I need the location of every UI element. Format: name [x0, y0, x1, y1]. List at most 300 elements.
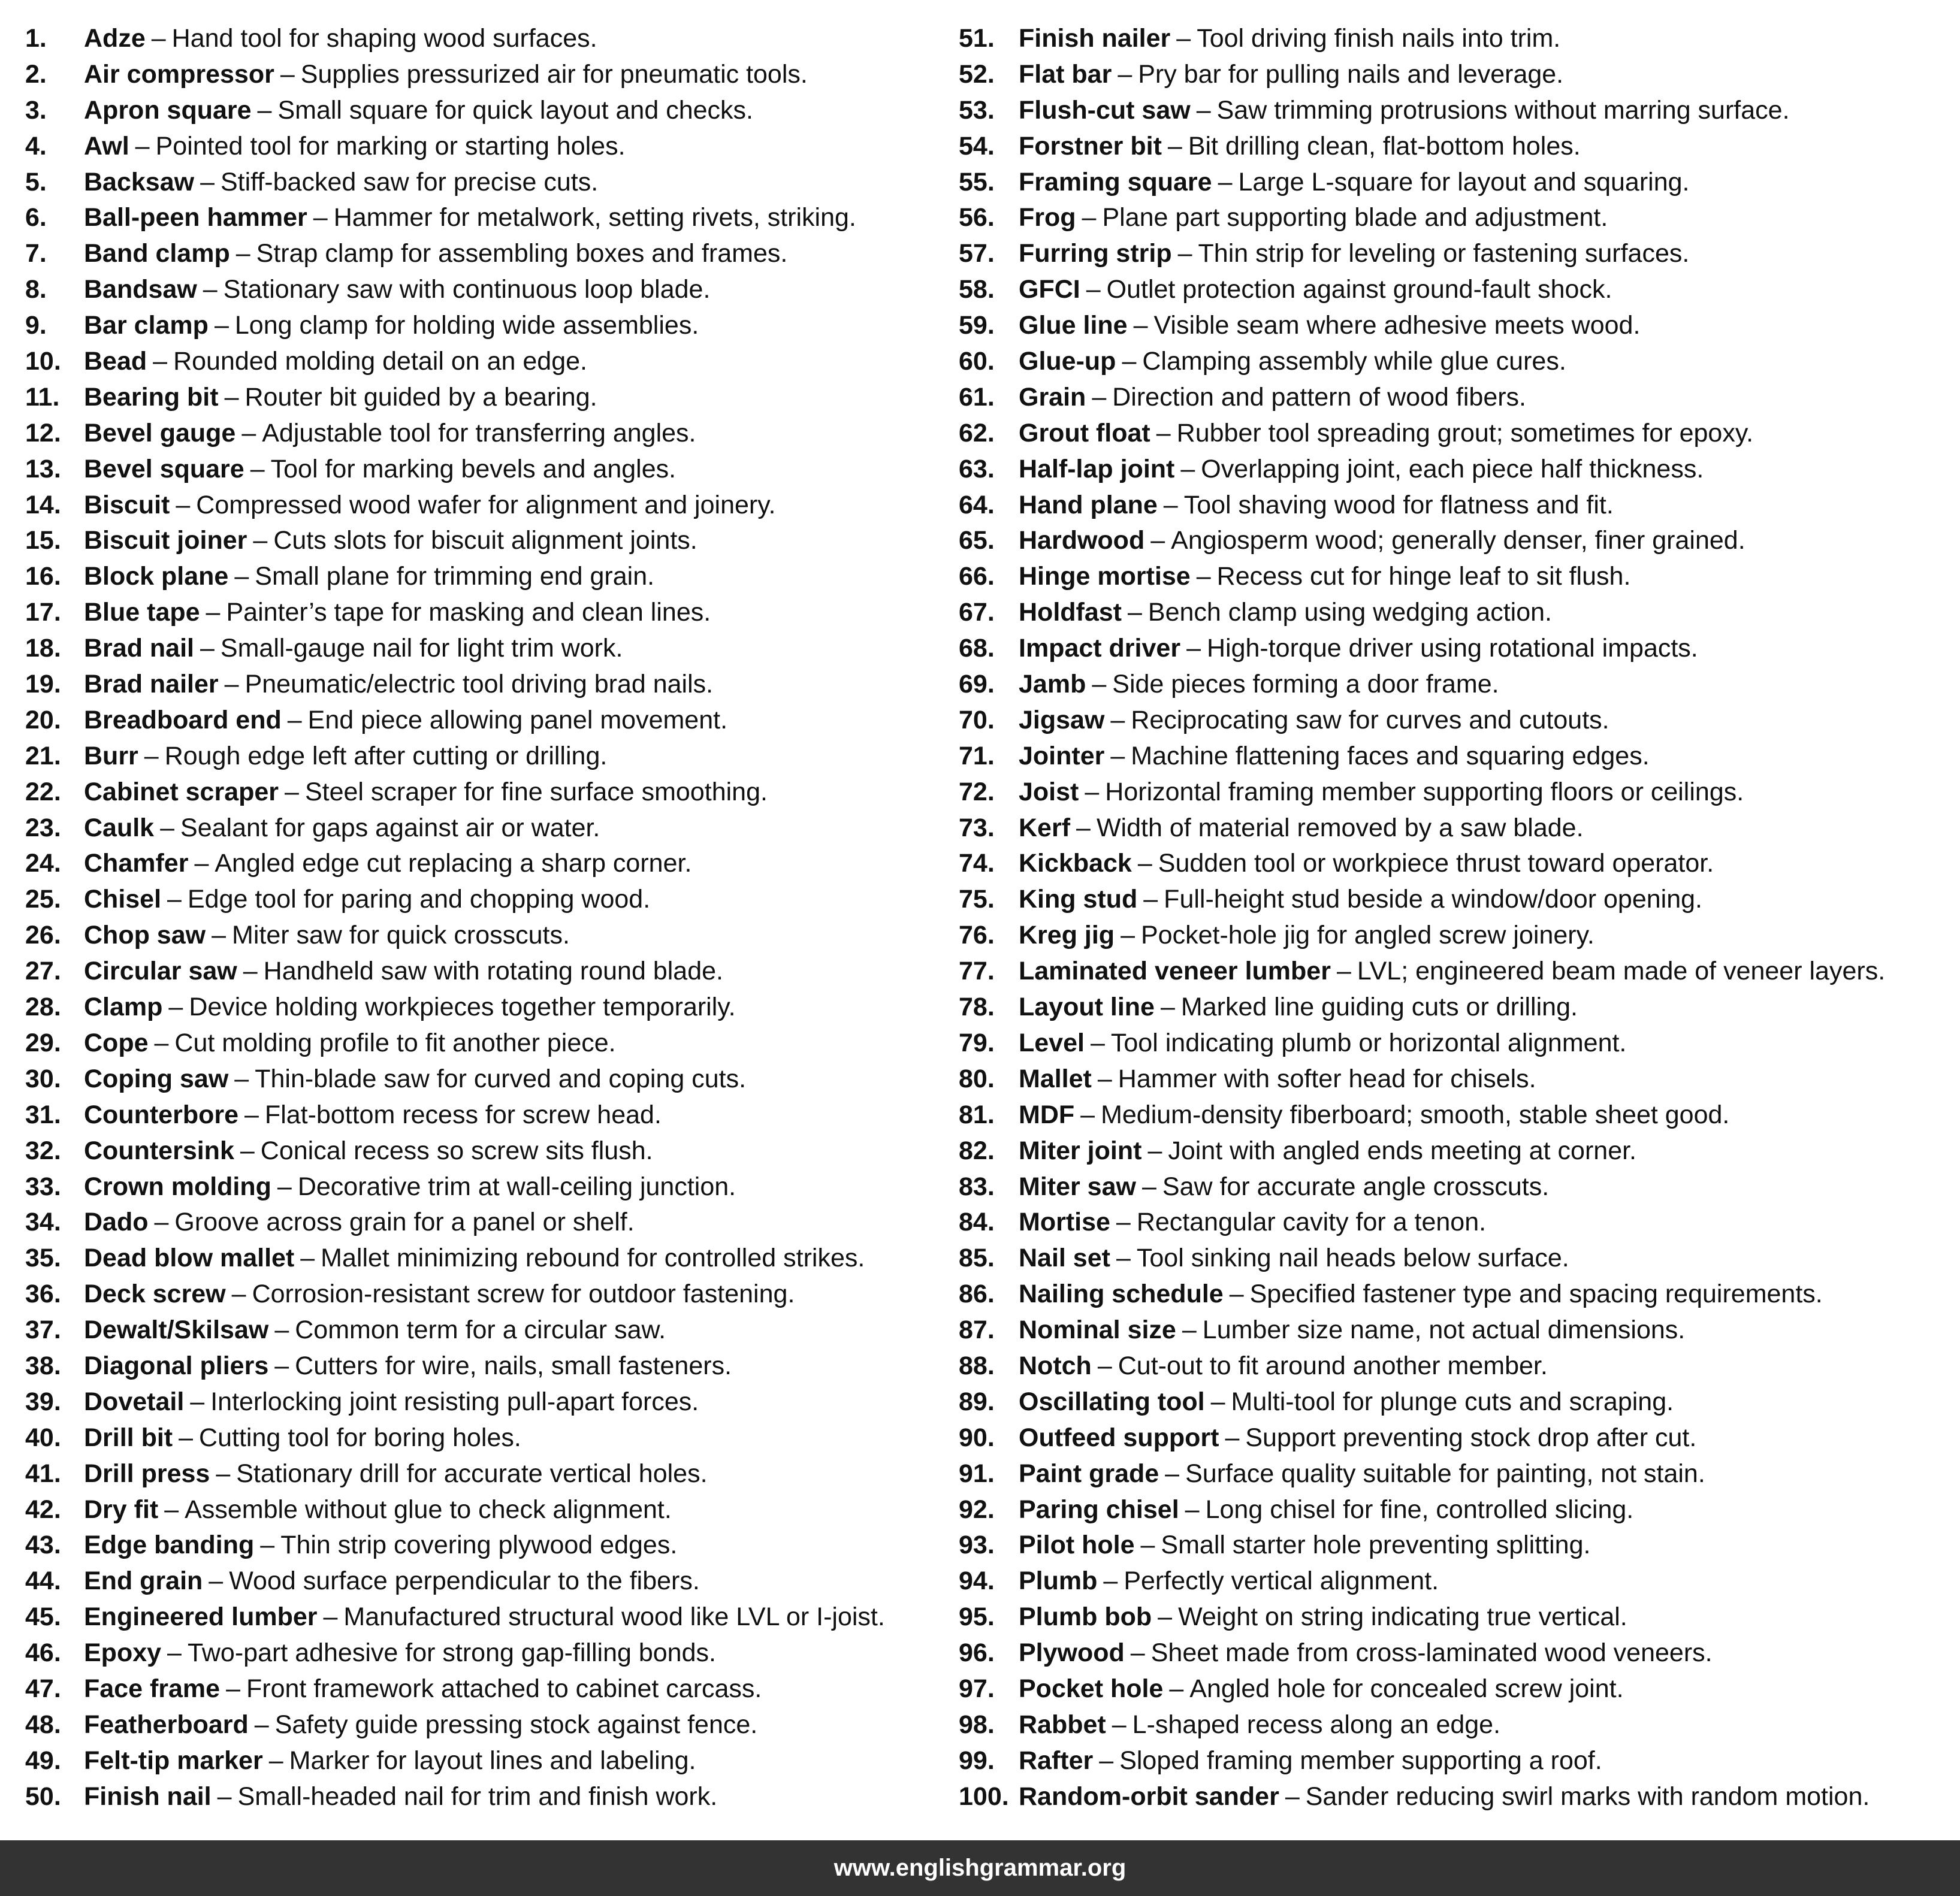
entry-definition: Machine flattening faces and squaring edges.	[1131, 741, 1650, 770]
entry-definition: High-torque driver using rotational impacts.	[1206, 634, 1698, 663]
entry-definition: Mallet minimizing rebound for controlled strikes.	[321, 1244, 865, 1273]
entry-definition: Small-headed nail for trim and finish work.	[237, 1782, 718, 1811]
entry-term: Nailing schedule	[1019, 1280, 1224, 1309]
entry-definition: Thin-blade saw for curved and coping cuts.	[255, 1064, 747, 1093]
entry-definition: Pry bar for pulling nails and leverage.	[1138, 59, 1564, 89]
entry-term: Pilot hole	[1019, 1531, 1135, 1560]
entry-separator: –	[280, 59, 295, 89]
entry-definition: Bit drilling clean, flat-bottom holes.	[1188, 131, 1581, 161]
entry-definition: Miter saw for quick crosscuts.	[232, 921, 570, 950]
glossary-entry	[959, 1456, 1947, 1492]
glossary-entry	[25, 775, 948, 811]
entry-separator: –	[160, 813, 175, 842]
entry-definition: Long chisel for fine, controlled slicing.	[1205, 1495, 1634, 1524]
entry-definition: Visible seam where adhesive meets wood.	[1153, 311, 1641, 340]
entry-definition: Multi-tool for plunge cuts and scraping.	[1231, 1387, 1674, 1416]
entry-term: Flat bar	[1019, 59, 1112, 89]
entry-number: 43.	[25, 1531, 61, 1560]
entry-definition: Stationary saw with continuous loop blade.	[223, 275, 711, 304]
entry-definition: Clamping assembly while glue cures.	[1142, 347, 1566, 376]
entry-term: Pocket hole	[1019, 1674, 1164, 1703]
entry-term: Dewalt/Skilsaw	[84, 1316, 269, 1345]
entry-separator: –	[216, 1459, 231, 1488]
entry-number: 59.	[959, 311, 995, 340]
glossary-entry	[959, 523, 1947, 559]
glossary-entry	[25, 1062, 948, 1097]
entry-term: Block plane	[84, 562, 229, 591]
entry-definition: Rubber tool spreading grout; sometimes for epoxy.	[1176, 418, 1754, 447]
entry-number: 1.	[25, 24, 47, 53]
entry-term: Furring strip	[1019, 239, 1172, 268]
entry-definition: Small plane for trimming end grain.	[255, 562, 655, 591]
entry-term: Biscuit	[84, 490, 170, 519]
entry-separator: –	[1118, 59, 1132, 89]
entry-term: Random-orbit sander	[1019, 1782, 1279, 1811]
entry-separator: –	[1169, 1674, 1184, 1703]
entry-separator: –	[194, 849, 209, 878]
entry-term: Counterbore	[84, 1100, 238, 1129]
entry-definition: Pocket-hole jig for angled screw joinery.	[1141, 921, 1594, 950]
entry-number: 91.	[959, 1459, 995, 1488]
entry-term: Hardwood	[1019, 526, 1145, 555]
glossary-entry	[25, 1348, 948, 1384]
entry-number: 39.	[25, 1387, 61, 1416]
entry-definition: Steel scraper for fine surface smoothing.	[304, 777, 768, 806]
glossary-entry	[959, 416, 1947, 452]
footer-url[interactable]: www.englishgrammar.org	[833, 1855, 1127, 1881]
entry-separator: –	[1156, 418, 1171, 447]
entry-definition: Side pieces forming a door frame.	[1112, 670, 1499, 699]
glossary-entry	[959, 846, 1947, 882]
entry-separator: –	[1128, 598, 1142, 627]
entry-term: Ball-peen hammer	[84, 203, 307, 232]
entry-definition: Pneumatic/electric tool driving brad nails.	[244, 670, 714, 699]
entry-separator: –	[1090, 1028, 1105, 1057]
entry-separator: –	[224, 670, 239, 699]
entry-definition: Large L-square for layout and squaring.	[1238, 167, 1690, 196]
entry-definition: Decorative trim at wall-ceiling junction.	[297, 1172, 736, 1201]
entry-term: Breadboard end	[84, 705, 282, 734]
glossary-entry	[959, 811, 1947, 846]
glossary-entry	[959, 1635, 1947, 1671]
glossary-entry	[25, 1384, 948, 1420]
entry-separator: –	[277, 1172, 292, 1201]
entry-separator: –	[1336, 957, 1351, 986]
entry-term: Diagonal pliers	[84, 1351, 269, 1380]
entry-definition: Tool indicating plumb or horizontal alignment.	[1110, 1028, 1627, 1057]
glossary-entry	[959, 1348, 1947, 1384]
entry-separator: –	[254, 1710, 269, 1739]
entry-term: Dry fit	[84, 1495, 159, 1524]
entry-number: 16.	[25, 562, 61, 591]
entry-definition: Rounded molding detail on an edge.	[173, 347, 587, 376]
entry-number: 15.	[25, 526, 61, 555]
entry-separator: –	[240, 1136, 255, 1165]
entry-term: Bevel gauge	[84, 418, 236, 447]
entry-number: 70.	[959, 705, 995, 734]
entry-term: Glue-up	[1019, 347, 1116, 376]
entry-number: 27.	[25, 957, 61, 986]
entry-term: Engineered lumber	[84, 1602, 318, 1632]
entry-definition: Lumber size name, not actual dimensions.	[1202, 1316, 1686, 1345]
glossary-entry	[25, 846, 948, 882]
entry-definition: Angled hole for concealed screw joint.	[1189, 1674, 1624, 1703]
glossary-entry	[25, 918, 948, 954]
entry-number: 69.	[959, 670, 995, 699]
entry-definition: Edge tool for paring and chopping wood.	[187, 885, 651, 914]
entry-definition: Router bit guided by a bearing.	[244, 382, 597, 412]
entry-separator: –	[1085, 777, 1100, 806]
entry-separator: –	[1180, 454, 1195, 483]
entry-separator: –	[1196, 562, 1211, 591]
entry-definition: Plane part supporting blade and adjustment.	[1102, 203, 1608, 232]
entry-separator: –	[164, 1495, 179, 1524]
entry-number: 78.	[959, 993, 995, 1022]
entry-separator: –	[1143, 885, 1158, 914]
entry-number: 74.	[959, 849, 995, 878]
entry-term: Hand plane	[1019, 490, 1158, 519]
entry-number: 72.	[959, 777, 995, 806]
entry-separator: –	[1121, 921, 1135, 950]
entry-definition: Compressed wood wafer for alignment and joinery.	[196, 490, 776, 519]
entry-term: Laminated veneer lumber	[1019, 957, 1331, 986]
entry-number: 12.	[25, 418, 61, 447]
entry-definition: Small-gauge nail for light trim work.	[220, 634, 623, 663]
entry-separator: –	[243, 957, 258, 986]
entry-number: 47.	[25, 1674, 61, 1703]
entry-term: Joist	[1019, 777, 1079, 806]
entry-number: 61.	[959, 382, 995, 412]
glossary-entry	[25, 416, 948, 452]
entry-definition: End piece allowing panel movement.	[307, 705, 728, 734]
entry-number: 51.	[959, 24, 995, 53]
entry-separator: –	[226, 1674, 240, 1703]
entry-term: Brad nailer	[84, 670, 219, 699]
entry-separator: –	[1116, 1244, 1131, 1273]
glossary-entry	[959, 954, 1947, 990]
entry-number: 54.	[959, 131, 995, 161]
entry-definition: Safety guide pressing stock against fence.	[274, 1710, 758, 1739]
entry-separator: –	[217, 1782, 232, 1811]
glossary-entry	[25, 1277, 948, 1313]
entry-separator: –	[1076, 813, 1091, 842]
entry-separator: –	[231, 1280, 246, 1309]
entry-separator: –	[200, 167, 215, 196]
entry-term: Drill press	[84, 1459, 210, 1488]
glossary-entry	[25, 954, 948, 990]
entry-term: Drill bit	[84, 1423, 173, 1452]
glossary-entry	[25, 1779, 948, 1815]
glossary-entry	[25, 236, 948, 272]
entry-number: 42.	[25, 1495, 61, 1524]
entry-definition: Stiff-backed saw for precise cuts.	[221, 167, 599, 196]
entry-number: 68.	[959, 634, 995, 663]
glossary-entry	[959, 918, 1947, 954]
entry-definition: Support preventing stock drop after cut.	[1245, 1423, 1697, 1452]
glossary-entry	[959, 882, 1947, 918]
entry-definition: Hammer for metalwork, setting rivets, striking.	[333, 203, 856, 232]
entry-term: Miter saw	[1019, 1172, 1136, 1201]
entry-number: 18.	[25, 634, 61, 663]
entry-term: Band clamp	[84, 239, 230, 268]
entry-number: 9.	[25, 311, 47, 340]
entry-term: Cabinet scraper	[84, 777, 279, 806]
entry-definition: Tool sinking nail heads below surface.	[1136, 1244, 1569, 1273]
glossary-entry	[25, 1456, 948, 1492]
entry-number: 34.	[25, 1208, 61, 1237]
entry-separator: –	[253, 526, 268, 555]
entry-separator: –	[1112, 1710, 1127, 1739]
entry-separator: –	[1186, 634, 1201, 663]
entry-number: 25.	[25, 885, 61, 914]
glossary-entry	[959, 703, 1947, 739]
glossary-entry	[25, 990, 948, 1026]
glossary-entry	[25, 129, 948, 165]
entry-number: 90.	[959, 1423, 995, 1452]
entry-separator: –	[1110, 705, 1125, 734]
glossary-entry	[959, 1492, 1947, 1528]
entry-number: 67.	[959, 598, 995, 627]
entry-number: 3.	[25, 95, 47, 125]
entry-number: 95.	[959, 1602, 995, 1632]
entry-definition: Device holding workpieces together temporarily.	[189, 993, 736, 1022]
entry-term: Mallet	[1019, 1064, 1092, 1093]
entry-separator: –	[1122, 347, 1137, 376]
glossary-entry	[959, 308, 1947, 344]
entry-term: Felt-tip marker	[84, 1746, 263, 1775]
entry-separator: –	[257, 95, 272, 125]
entry-term: Dovetail	[84, 1387, 185, 1416]
entry-definition: Flat-bottom recess for screw head.	[264, 1100, 662, 1129]
entry-number: 64.	[959, 490, 995, 519]
entry-separator: –	[1141, 1172, 1156, 1201]
entry-separator: –	[1147, 1136, 1162, 1165]
glossary-entry	[959, 1277, 1947, 1313]
entry-definition: Rectangular cavity for a tenon.	[1136, 1208, 1487, 1237]
entry-definition: Manufactured structural wood like LVL or I-joist.	[343, 1602, 885, 1632]
entry-term: Flush-cut saw	[1019, 95, 1191, 125]
glossary-entry	[959, 1169, 1947, 1205]
entry-number: 82.	[959, 1136, 995, 1165]
entry-separator: –	[250, 454, 265, 483]
entry-separator: –	[1225, 1423, 1240, 1452]
entry-separator: –	[300, 1244, 315, 1273]
entry-definition: Pointed tool for marking or starting holes.	[155, 131, 626, 161]
entry-number: 97.	[959, 1674, 995, 1703]
entry-term: Chop saw	[84, 921, 206, 950]
glossary-entry	[25, 380, 948, 416]
entry-term: Level	[1019, 1028, 1085, 1057]
entry-separator: –	[1086, 275, 1101, 304]
glossary-entry	[25, 1564, 948, 1599]
entry-term: Crown molding	[84, 1172, 271, 1201]
entry-number: 52.	[959, 59, 995, 89]
entry-separator: –	[260, 1531, 275, 1560]
entry-separator: –	[1097, 1064, 1112, 1093]
entry-term: Paint grade	[1019, 1459, 1159, 1488]
glossary-entry	[25, 631, 948, 667]
entry-term: Deck screw	[84, 1280, 226, 1309]
entry-number: 7.	[25, 239, 47, 268]
entry-definition: Sloped framing member supporting a roof.	[1119, 1746, 1602, 1775]
entry-term: Half-lap joint	[1019, 454, 1175, 483]
entry-definition: Small starter hole preventing splitting.	[1161, 1531, 1591, 1560]
entry-definition: Wood surface perpendicular to the fibers.	[229, 1567, 700, 1596]
entry-definition: Sheet made from cross-laminated wood veneers.	[1150, 1638, 1713, 1668]
entry-term: GFCI	[1019, 275, 1080, 304]
entry-separator: –	[244, 1100, 259, 1129]
entry-separator: –	[135, 131, 150, 161]
entry-separator: –	[1140, 1531, 1155, 1560]
entry-separator: –	[203, 275, 218, 304]
entry-separator: –	[1133, 311, 1148, 340]
entry-separator: –	[274, 1351, 289, 1380]
entry-term: Kerf	[1019, 813, 1071, 842]
entry-definition: Full-height stud beside a window/door opening.	[1164, 885, 1702, 914]
entry-definition: Direction and pattern of wood fibers.	[1112, 382, 1527, 412]
glossary-entry	[25, 200, 948, 236]
entry-definition: Long clamp for holding wide assemblies.	[234, 311, 699, 340]
entry-number: 5.	[25, 167, 47, 196]
entry-separator: –	[1099, 1746, 1114, 1775]
entry-term: Hinge mortise	[1019, 562, 1191, 591]
entry-number: 75.	[959, 885, 995, 914]
entry-definition: Rough edge left after cutting or drilling.	[164, 741, 608, 770]
glossary-entry	[959, 667, 1947, 703]
entry-separator: –	[153, 347, 168, 376]
entry-separator: –	[206, 598, 221, 627]
glossary-columns	[0, 21, 1960, 1815]
glossary-entry	[959, 1133, 1947, 1169]
entry-separator: –	[1150, 526, 1165, 555]
entry-number: 62.	[959, 418, 995, 447]
glossary-entry	[25, 1635, 948, 1671]
entry-term: Frog	[1019, 203, 1076, 232]
entry-number: 32.	[25, 1136, 61, 1165]
entry-definition: Two-part adhesive for strong gap-filling bonds.	[187, 1638, 716, 1668]
entry-term: Jointer	[1019, 741, 1105, 770]
entry-number: 17.	[25, 598, 61, 627]
entry-definition: Interlocking joint resisting pull-apart forces.	[210, 1387, 699, 1416]
entry-number: 13.	[25, 454, 61, 483]
entry-separator: –	[1092, 670, 1107, 699]
entry-number: 77.	[959, 957, 995, 986]
entry-number: 22.	[25, 777, 61, 806]
entry-definition: Saw trimming protrusions without marring surface.	[1216, 95, 1790, 125]
entry-term: Nail set	[1019, 1244, 1110, 1273]
entry-term: Jamb	[1019, 670, 1086, 699]
entry-definition: Stationary drill for accurate vertical holes.	[236, 1459, 708, 1488]
entry-term: Finish nailer	[1019, 24, 1171, 53]
entry-separator: –	[323, 1602, 338, 1632]
entry-definition: Weight on string indicating true vertical.	[1178, 1602, 1627, 1632]
glossary-entry	[25, 1205, 948, 1241]
entry-number: 19.	[25, 670, 61, 699]
entry-separator: –	[1163, 490, 1178, 519]
glossary-entry	[25, 344, 948, 380]
glossary-entry	[25, 1313, 948, 1348]
entry-number: 50.	[25, 1782, 61, 1811]
glossary-entry	[25, 488, 948, 524]
entry-separator: –	[1116, 1208, 1131, 1237]
entry-separator: –	[241, 418, 256, 447]
entry-definition: Thin strip covering plywood edges.	[280, 1531, 678, 1560]
entry-separator: –	[200, 634, 215, 663]
entry-definition: Thin strip for leveling or fastening surfaces.	[1198, 239, 1690, 268]
entry-definition: Tool driving finish nails into trim.	[1197, 24, 1561, 53]
entry-separator: –	[1160, 993, 1175, 1022]
entry-term: Dead blow mallet	[84, 1244, 295, 1273]
glossary-entry	[25, 308, 948, 344]
entry-term: Nominal size	[1019, 1316, 1176, 1345]
entry-number: 89.	[959, 1387, 995, 1416]
entry-number: 38.	[25, 1351, 61, 1380]
entry-number: 71.	[959, 741, 995, 770]
entry-separator: –	[1110, 741, 1125, 770]
entry-definition: Outlet protection against ground-fault shock.	[1106, 275, 1612, 304]
entry-term: Notch	[1019, 1351, 1092, 1380]
entry-number: 20.	[25, 705, 61, 734]
entry-separator: –	[235, 239, 250, 268]
entry-number: 35.	[25, 1244, 61, 1273]
glossary-entry	[25, 21, 948, 57]
footer-bar	[0, 1840, 1960, 1896]
entry-separator: –	[214, 311, 229, 340]
entry-number: 65.	[959, 526, 995, 555]
entry-number: 49.	[25, 1746, 61, 1775]
glossary-entry	[959, 1097, 1947, 1133]
glossary-entry	[25, 1743, 948, 1779]
entry-term: Coping saw	[84, 1064, 229, 1093]
entry-definition: Conical recess so screw sits flush.	[260, 1136, 653, 1165]
glossary-entry	[959, 1599, 1947, 1635]
glossary-entry	[25, 1492, 948, 1528]
glossary-entry	[959, 595, 1947, 631]
entry-term: Finish nail	[84, 1782, 212, 1811]
entry-term: MDF	[1019, 1100, 1075, 1129]
glossary-entry	[959, 559, 1947, 595]
glossary-entry	[959, 1205, 1947, 1241]
entry-term: Rabbet	[1019, 1710, 1106, 1739]
glossary-entry	[25, 1707, 948, 1743]
entry-separator: –	[1130, 1638, 1145, 1668]
entry-definition: Painter’s tape for masking and clean lines.	[226, 598, 711, 627]
entry-separator: –	[1210, 1387, 1225, 1416]
glossary-entry	[959, 57, 1947, 93]
entry-term: Holdfast	[1019, 598, 1122, 627]
entry-definition: Common term for a circular saw.	[295, 1316, 666, 1345]
glossary-column-right	[959, 21, 1947, 1815]
entry-definition: Small square for quick layout and checks.	[277, 95, 753, 125]
entry-term: Cope	[84, 1028, 149, 1057]
glossary-entry	[959, 1671, 1947, 1707]
entry-number: 83.	[959, 1172, 995, 1201]
entry-term: Featherboard	[84, 1710, 249, 1739]
entry-definition: Joint with angled ends meeting at corner.	[1168, 1136, 1637, 1165]
entry-definition: Specified fastener type and spacing requirements.	[1249, 1280, 1823, 1309]
entry-term: Air compressor	[84, 59, 274, 89]
entry-term: Plywood	[1019, 1638, 1125, 1668]
entry-definition: Tool shaving wood for flatness and fit.	[1183, 490, 1614, 519]
entry-separator: –	[1182, 1316, 1197, 1345]
entry-number: 21.	[25, 741, 61, 770]
glossary-entry	[25, 559, 948, 595]
entry-number: 55.	[959, 167, 995, 196]
entry-term: Edge banding	[84, 1531, 255, 1560]
entry-term: Kreg jig	[1019, 921, 1115, 950]
glossary-entry	[25, 1026, 948, 1062]
entry-term: Blue tape	[84, 598, 200, 627]
